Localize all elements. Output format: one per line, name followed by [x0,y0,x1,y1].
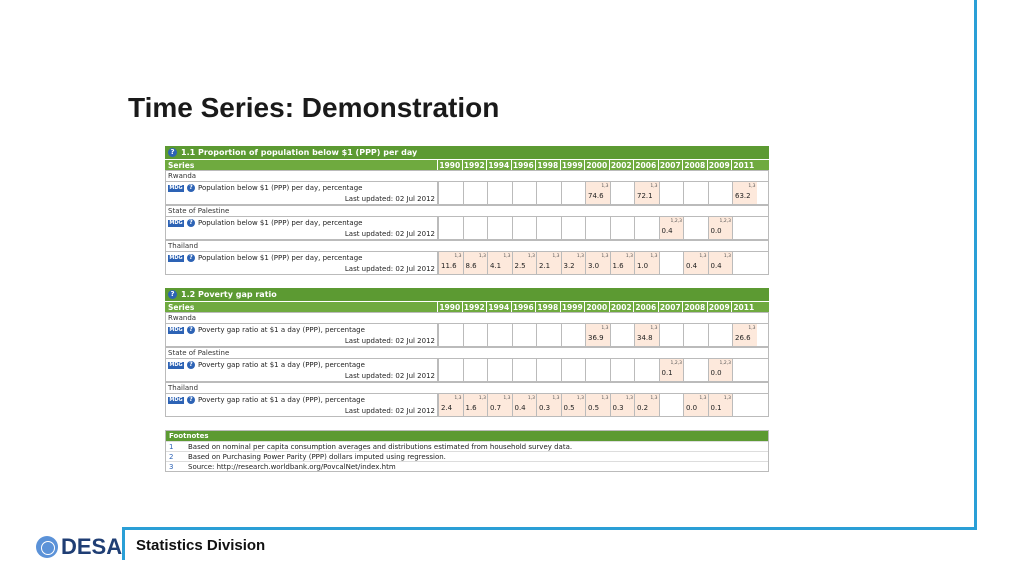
series-description-cell [166,394,438,416]
footnote-ref: 1,3 [650,254,658,259]
last-updated: Last updated: 02 Jul 2012 [344,337,435,345]
footnote-ref: 1,3 [552,254,560,259]
cell-value: 0.0 [686,404,698,412]
value-cell [487,252,512,274]
series-description-cell [166,182,438,204]
series-description-cell [166,324,438,346]
series-column-header: Series [168,303,195,312]
mdg-badge[interactable]: MDG [169,327,183,333]
value-cell [659,182,684,204]
frame-line-bottom [122,527,977,530]
cell-value: 2.4 [441,404,453,412]
value-cell [536,252,561,274]
cell-value: 1.6 [612,262,624,270]
value-cell [463,182,488,204]
footnote-row [166,461,768,471]
footnote-text: Based on nominal per capita consumption averages and distributions estimated from household survey data. [188,443,573,451]
value-cell [683,182,708,204]
cell-value: 0.7 [490,404,502,412]
question-circle-icon[interactable]: ? [187,361,195,369]
question-circle-icon[interactable]: ? [168,290,177,299]
series-description: Population below $1 (PPP) per day, percentage [198,254,363,262]
cell-value: 0.1 [710,404,722,412]
value-cell [659,394,684,416]
table-title: 1.2 Poverty gap ratio [181,290,277,299]
value-cell [512,359,537,381]
footnote-ref: 1,2,3 [670,219,682,224]
mdg-badge[interactable]: MDG [169,397,183,403]
country-label: Thailand [165,382,769,393]
cell-value: 8.6 [465,262,477,270]
cell-value: 0.4 [514,404,526,412]
question-circle-icon[interactable]: ? [187,254,195,262]
question-circle-icon[interactable]: ? [168,148,177,157]
series-column-header: Series [168,161,195,170]
footnote-ref: 1,3 [478,254,486,259]
country-label: Rwanda [165,312,769,323]
footnote-ref: 1,2,3 [719,361,731,366]
year-column-header: 2000 [584,302,609,312]
cell-value: 3.2 [563,262,575,270]
value-cell [708,252,733,274]
footnote-ref: 1,3 [576,396,584,401]
footnote-number: 1 [169,443,174,451]
footnote-ref: 1,3 [601,396,609,401]
cell-value: 74.6 [588,192,604,200]
year-column-header: 2009 [707,160,732,170]
value-cell [512,324,537,346]
footnote-ref: 1,3 [503,396,511,401]
value-cell [561,394,586,416]
year-column-header: 1994 [486,302,511,312]
last-updated: Last updated: 02 Jul 2012 [344,407,435,415]
cell-value: 2.1 [539,262,551,270]
year-column-header: 2002 [609,302,634,312]
value-cell [512,394,537,416]
footnote-ref: 1,3 [625,254,633,259]
value-cell [634,359,659,381]
footnote-number: 3 [169,463,174,471]
value-cell [732,324,757,346]
value-cell [683,324,708,346]
year-column-header: 2009 [707,302,732,312]
value-cell [634,394,659,416]
footnote-row [166,441,768,451]
year-column-header: 1992 [462,302,487,312]
cell-value: 0.3 [539,404,551,412]
footnote-ref: 1,3 [527,396,535,401]
country-label: Thailand [165,240,769,251]
value-cell [610,359,635,381]
value-cell [536,182,561,204]
year-column-header: 1999 [560,302,585,312]
value-cell [463,394,488,416]
year-column-header: 1994 [486,160,511,170]
cell-value: 36.9 [588,334,604,342]
value-cell [438,182,463,204]
footnote-ref: 1,3 [723,254,731,259]
question-circle-icon[interactable]: ? [187,184,195,192]
series-description: Poverty gap ratio at $1 a day (PPP), percentage [198,361,365,369]
table-title: 1.1 Proportion of population below $1 (PPP) per day [181,148,418,157]
value-cell [708,182,733,204]
cell-value: 2.5 [514,262,526,270]
year-column-header: 2011 [731,302,756,312]
series-description: Poverty gap ratio at $1 a day (PPP), percentage [198,396,365,404]
cell-value: 34.8 [637,334,653,342]
footnote-text: Based on Purchasing Power Parity (PPP) dollars imputed using regression. [188,453,446,461]
last-updated: Last updated: 02 Jul 2012 [344,195,435,203]
value-cell [708,394,733,416]
last-updated: Last updated: 02 Jul 2012 [344,230,435,238]
value-cell [536,324,561,346]
cell-value: 0.4 [710,262,722,270]
footnote-ref: 1,3 [454,396,462,401]
series-description-cell [166,217,438,239]
year-column-header: 1998 [535,160,560,170]
cell-value: 0.3 [612,404,624,412]
year-column-header: 1992 [462,160,487,170]
footnote-row [166,451,768,461]
value-cell [610,252,635,274]
data-row [165,393,769,417]
cell-value: 0.0 [710,369,722,377]
division-label: Statistics Division [136,537,266,554]
footnotes-panel [165,430,769,472]
value-cell [561,252,586,274]
value-cell [732,252,757,274]
value-cell [487,324,512,346]
footnote-ref: 1,3 [601,326,609,331]
series-description-cell [166,359,438,381]
value-cell [610,394,635,416]
value-cell [561,217,586,239]
column-header-row [165,159,769,170]
mdg-badge[interactable]: MDG [169,185,183,191]
year-column-header: 2006 [633,160,658,170]
country-label: Rwanda [165,170,769,181]
cell-value: 0.1 [661,369,673,377]
value-cell [438,217,463,239]
value-cell [732,394,757,416]
year-column-header: 2007 [658,160,683,170]
year-column-header: 1990 [437,302,462,312]
value-cell [585,252,610,274]
last-updated: Last updated: 02 Jul 2012 [344,372,435,380]
value-cell [438,359,463,381]
value-cell [708,359,733,381]
value-cell [683,394,708,416]
year-column-header: 2000 [584,160,609,170]
value-cell [585,324,610,346]
value-cell [585,182,610,204]
value-cell [512,182,537,204]
year-column-header: 2007 [658,302,683,312]
table-header [165,146,769,159]
footnote-ref: 1,3 [650,326,658,331]
frame-line-tick [122,527,125,560]
value-cell [585,217,610,239]
cell-value: 1.0 [637,262,649,270]
value-cell [634,182,659,204]
value-cell [487,394,512,416]
footnote-ref: 1,3 [699,254,707,259]
footnote-ref: 1,2,3 [670,361,682,366]
cell-value: 11.6 [441,262,457,270]
value-cell [561,324,586,346]
value-cell [659,252,684,274]
value-cell [463,217,488,239]
indicator-table-poverty-rate [165,146,769,275]
footnote-ref: 1,3 [478,396,486,401]
value-cell [732,359,757,381]
footnote-ref: 1,3 [503,254,511,259]
value-cell [463,359,488,381]
last-updated: Last updated: 02 Jul 2012 [344,265,435,273]
value-cell [512,252,537,274]
cell-value: 63.2 [735,192,751,200]
value-cell [463,324,488,346]
cell-value: 0.5 [588,404,600,412]
cell-value: 0.4 [686,262,698,270]
value-cell [463,252,488,274]
value-cell [634,324,659,346]
series-description: Poverty gap ratio at $1 a day (PPP), percentage [198,326,365,334]
un-globe-icon [36,536,58,558]
value-cell [659,359,684,381]
data-row [165,323,769,347]
mdg-badge[interactable]: MDG [169,220,183,226]
desa-wordmark: DESA [61,534,123,559]
value-cell [659,217,684,239]
cell-value: 0.5 [563,404,575,412]
cell-value: 72.1 [637,192,653,200]
footnote-ref: 1,3 [601,254,609,259]
slide-title: Time Series: Demonstration [128,92,500,123]
value-cell [610,217,635,239]
table-header [165,288,769,301]
value-cell [659,324,684,346]
frame-line-right [974,0,977,530]
value-cell [634,252,659,274]
footnote-ref: 1,3 [748,326,756,331]
year-column-header: 1996 [511,302,536,312]
value-cell [634,217,659,239]
cell-value: 4.1 [490,262,502,270]
value-cell [536,217,561,239]
value-cell [732,182,757,204]
footnote-ref: 1,3 [454,254,462,259]
country-label: State of Palestine [165,347,769,358]
mdg-badge[interactable]: MDG [169,362,183,368]
footnote-ref: 1,3 [601,184,609,189]
value-cell [487,217,512,239]
value-cell [732,217,757,239]
indicator-table-poverty-gap [165,288,769,417]
value-cell [708,324,733,346]
value-cell [610,182,635,204]
year-column-header: 1996 [511,160,536,170]
cell-value: 3.0 [588,262,600,270]
footnote-link[interactable]: Source: http://research.worldbank.org/PovcalNet/index.htm [188,463,396,471]
data-row [165,358,769,382]
value-cell [683,217,708,239]
value-cell [487,359,512,381]
value-cell [487,182,512,204]
footnote-ref: 1,3 [650,396,658,401]
value-cell [610,324,635,346]
value-cell [438,252,463,274]
cell-value: 1.6 [465,404,477,412]
cell-value: 0.2 [637,404,649,412]
footnotes-header: Footnotes [166,431,768,441]
year-column-header: 2008 [682,160,707,170]
value-cell [512,217,537,239]
data-row [165,251,769,275]
cell-value: 26.6 [735,334,751,342]
value-cell [683,359,708,381]
mdg-badge[interactable]: MDG [169,255,183,261]
footnote-ref: 1,3 [723,396,731,401]
value-cell [561,359,586,381]
cell-value: 0.0 [710,227,722,235]
footnote-ref: 1,3 [625,396,633,401]
value-cell [683,252,708,274]
year-column-header: 2011 [731,160,756,170]
year-column-header: 2002 [609,160,634,170]
question-circle-icon[interactable]: ? [187,396,195,404]
year-column-header: 2008 [682,302,707,312]
desa-logo [36,534,122,560]
footnote-ref: 1,3 [552,396,560,401]
cell-value: 0.4 [661,227,673,235]
value-cell [536,359,561,381]
value-cell [536,394,561,416]
year-column-header: 1990 [437,160,462,170]
footnote-ref: 1,3 [748,184,756,189]
column-header-row [165,301,769,312]
footnote-ref: 1,3 [576,254,584,259]
country-label: State of Palestine [165,205,769,216]
footnote-ref: 1,3 [699,396,707,401]
value-cell [438,324,463,346]
year-column-header: 2006 [633,302,658,312]
data-row [165,181,769,205]
footnote-ref: 1,3 [650,184,658,189]
question-circle-icon[interactable]: ? [187,219,195,227]
year-column-header: 1998 [535,302,560,312]
series-description: Population below $1 (PPP) per day, percentage [198,184,363,192]
footnote-ref: 1,2,3 [719,219,731,224]
series-description: Population below $1 (PPP) per day, percentage [198,219,363,227]
value-cell [585,359,610,381]
data-row [165,216,769,240]
footnote-ref: 1,3 [527,254,535,259]
value-cell [561,182,586,204]
series-description-cell [166,252,438,274]
value-cell [585,394,610,416]
footnote-number: 2 [169,453,174,461]
value-cell [438,394,463,416]
question-circle-icon[interactable]: ? [187,326,195,334]
year-column-header: 1999 [560,160,585,170]
value-cell [708,217,733,239]
